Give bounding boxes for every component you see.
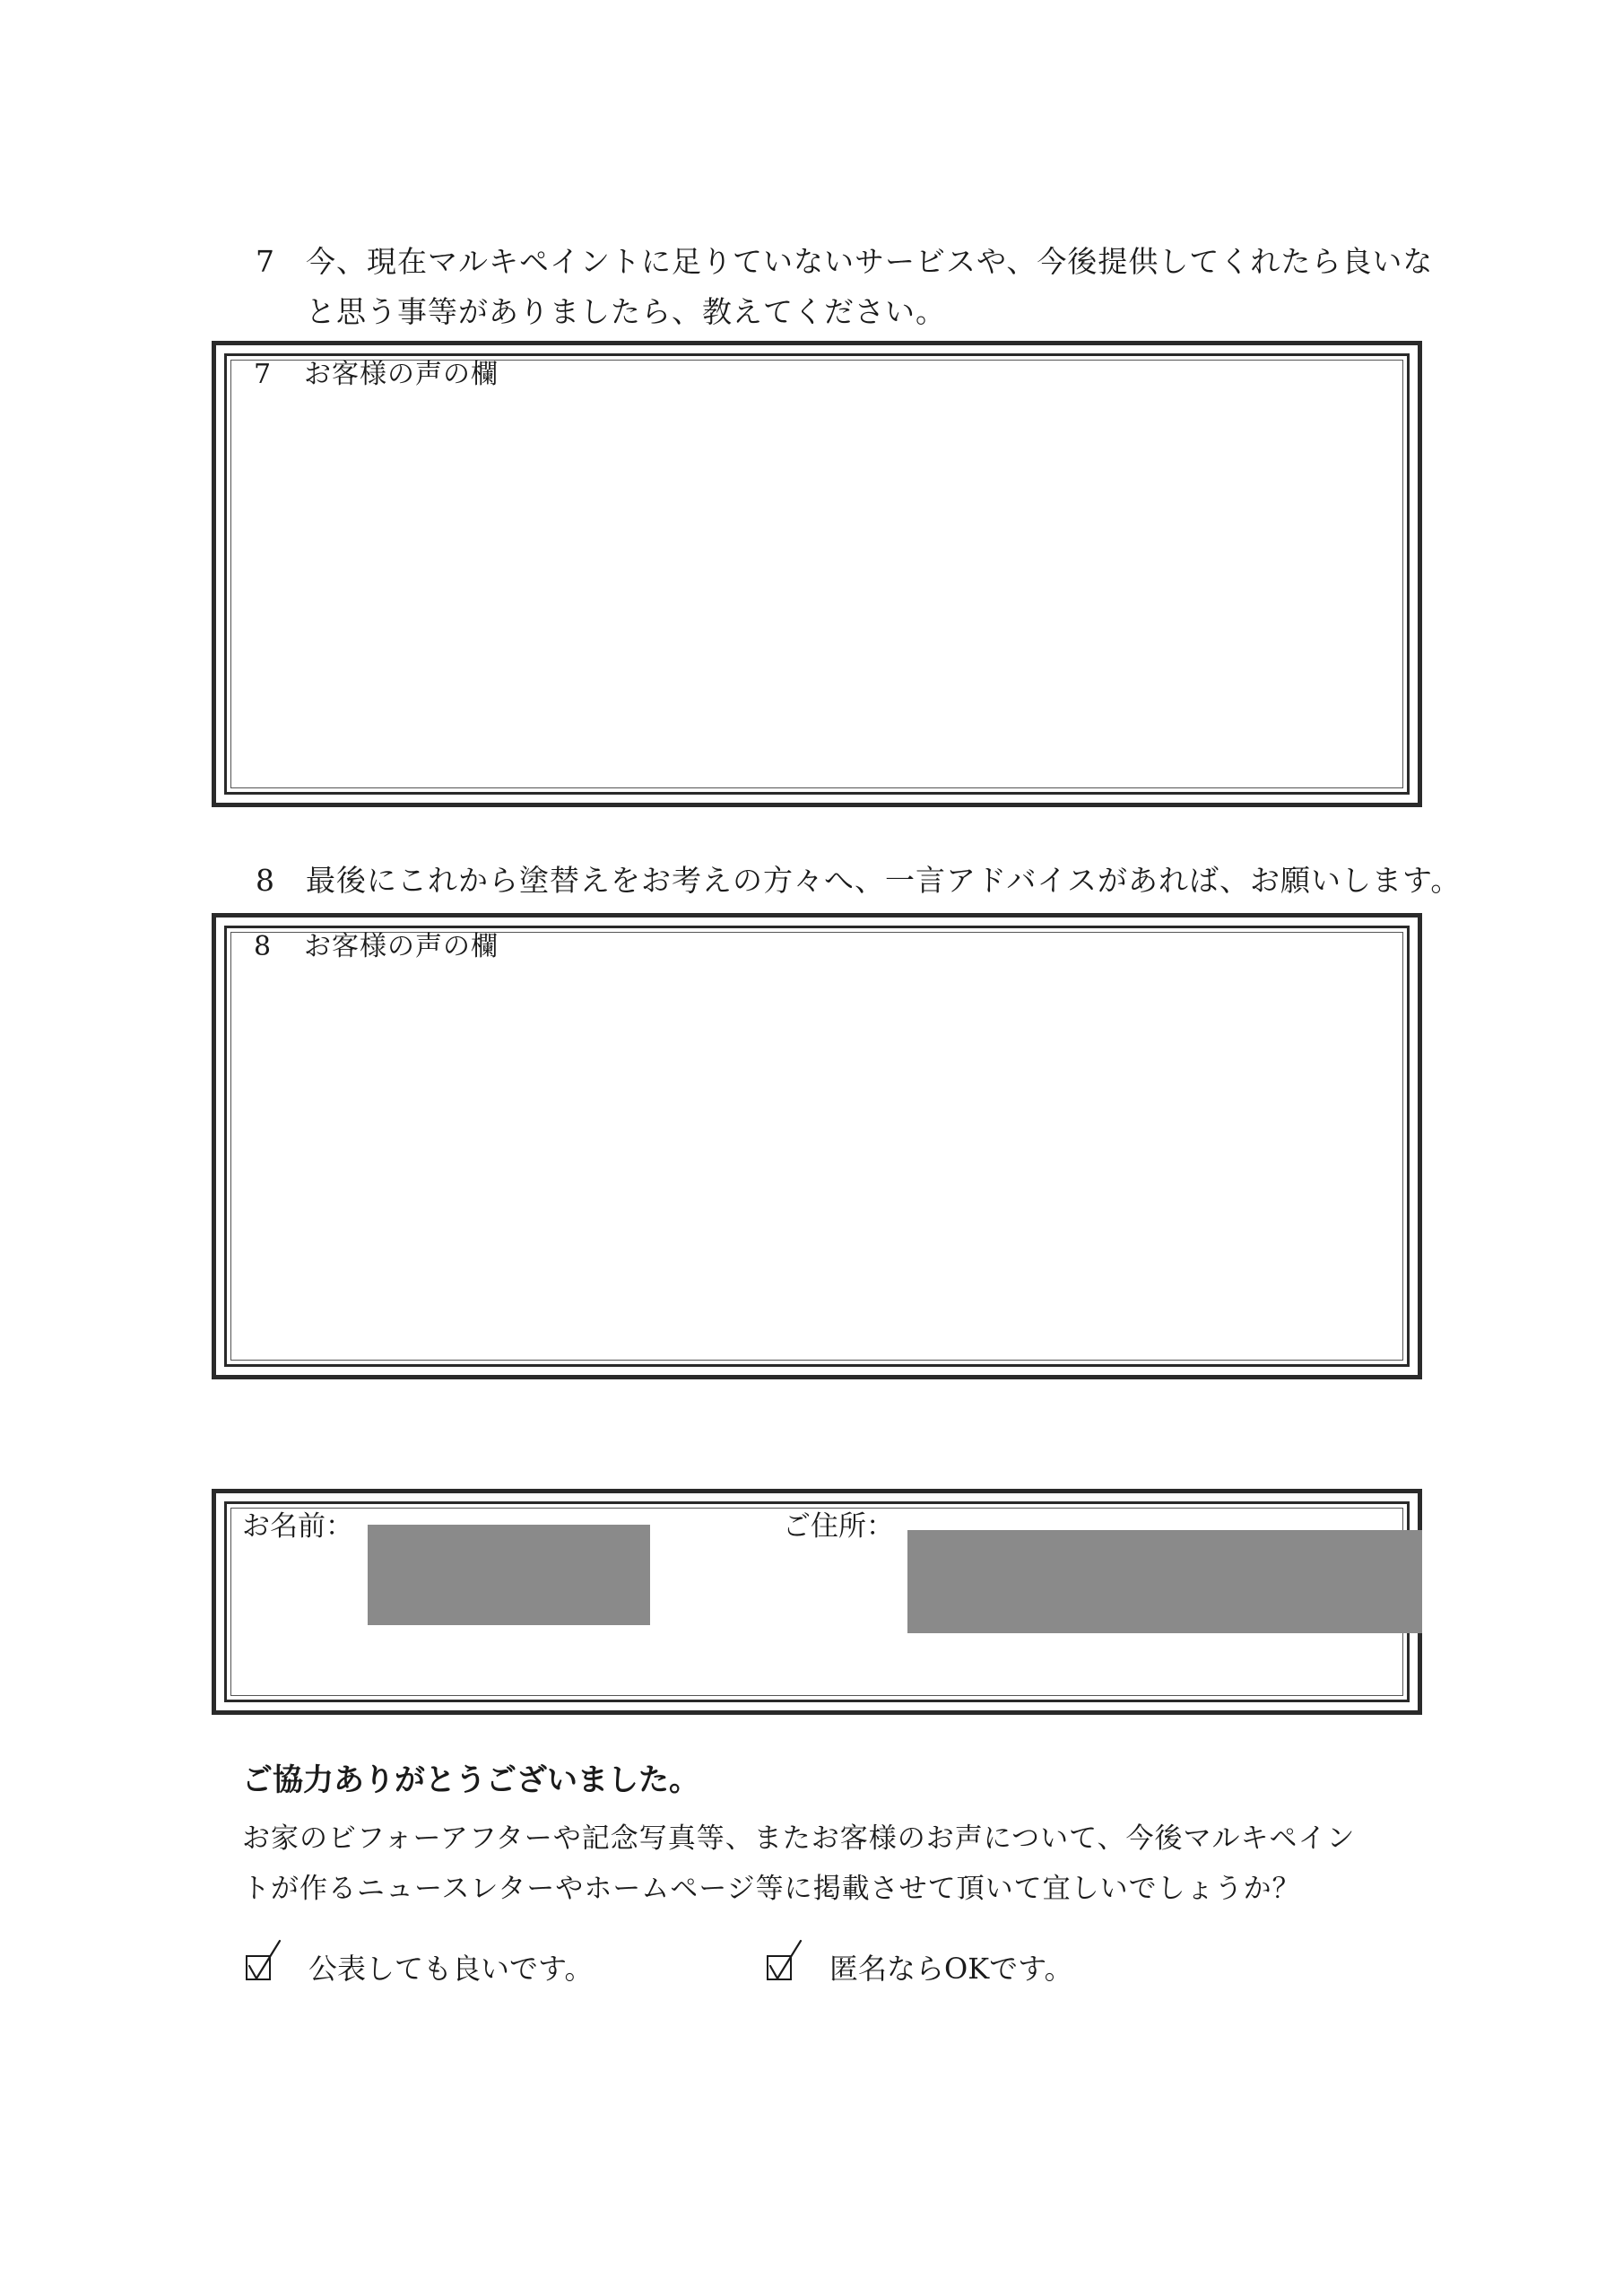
consent-question-line-1: お家のビフォーアフターや記念写真等、またお客様のお声について、今後マルキペイン: [242, 1822, 1356, 1855]
answer-box-8-inner-line: [230, 932, 1403, 1361]
question-8-number: 8: [256, 863, 275, 898]
question-7-text-line-1: 今、現在マルキペイントに足りていないサービスや、今後提供してくれたら良いな: [306, 244, 1434, 279]
answer-box-8-title: お客様の声の欄: [304, 931, 499, 962]
address-redacted-field[interactable]: [907, 1530, 1422, 1633]
thanks-title: ご協力ありがとうございました。: [242, 1762, 699, 1798]
answer-box-8-label: [254, 925, 499, 970]
consent-public-option[interactable]: [246, 1946, 694, 1991]
checkmark-icon: [244, 1939, 283, 1986]
answer-box-7-number: 7: [254, 359, 273, 390]
answer-box-8-number: 8: [254, 931, 273, 962]
answer-box-7-inner-line: [230, 360, 1403, 788]
name-label: お名前：: [242, 1510, 353, 1543]
question-7-text-line-2: と思う事等がありましたら、教えてください。: [306, 294, 946, 329]
answer-box-7-label: [254, 352, 499, 397]
public-checkbox[interactable]: [246, 1955, 271, 1980]
answer-box-8[interactable]: [212, 913, 1422, 1379]
answer-box-7-title: お客様の声の欄: [304, 359, 499, 390]
question-7-number: 7: [256, 244, 275, 279]
address-label: ご住所：: [783, 1510, 894, 1543]
anonymous-checkbox[interactable]: [767, 1955, 792, 1980]
name-redacted-field[interactable]: [368, 1525, 650, 1625]
question-8-line-1: [256, 854, 1461, 908]
consent-question-line-2: トが作るニュースレターやホームページ等に掲載させて頂いて宜しいでしょうか？: [242, 1873, 1301, 1905]
anonymous-checkbox-label: 匿名ならOKです。: [829, 1952, 1073, 1986]
public-checkbox-label: 公表しても良いです。: [308, 1952, 594, 1986]
consent-anonymous-option[interactable]: [767, 1946, 1215, 1991]
question-7-line-1: [256, 235, 1433, 289]
checkmark-icon: [765, 1939, 804, 1986]
question-8-text-line-1: 最後にこれから塗替えをお考えの方々へ、一言アドバイスがあれば、お願いします。: [306, 863, 1462, 898]
answer-box-7[interactable]: [212, 341, 1422, 807]
